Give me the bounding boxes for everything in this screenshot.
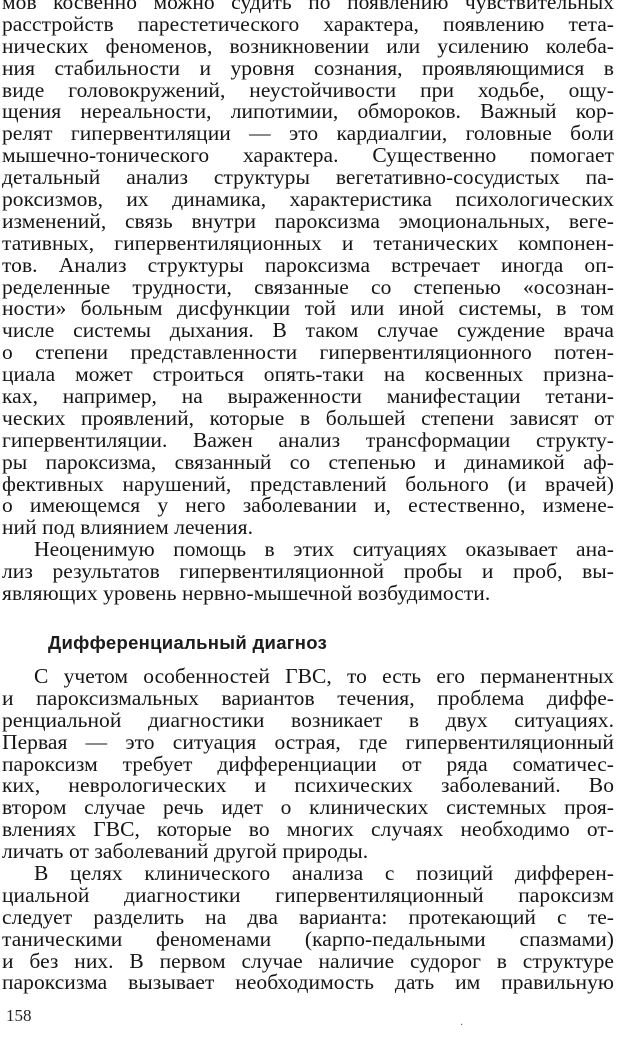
text-line: ния стабильности и уровня сознания, проявляющимися в <box>2 55 614 80</box>
text-line: влениях ГВС, которые во многих случаях необходимо от- <box>2 817 614 842</box>
text-line: ких, неврологических и психических заболеваний. Во <box>2 773 614 798</box>
text-line: пароксизм требует дифференциации от ряда соматичес- <box>2 751 614 776</box>
body-text-top <box>2 0 614 605</box>
text-line: циала может строиться опять-таки на косвенных призна- <box>2 362 614 387</box>
text-line: В целях клинического анализа с позиций дифферен- <box>34 861 614 886</box>
section-heading: Дифференциальный диагноз <box>48 632 328 653</box>
text-line: о имеющемся у него заболевании и, естественно, измене- <box>2 493 614 518</box>
text-line: лиз результатов гипервентиляционной пробы и проб, вы- <box>2 559 614 584</box>
text-line: ний под влиянием лечения. <box>2 515 253 540</box>
text-line: ности» больным дисфункции той или иной системы, в том <box>2 296 614 321</box>
text-line: являющих уровень нервно-мышечной возбудимости. <box>2 581 491 606</box>
text-line: мов косвенно можно судить по появлению чувствительных <box>2 0 614 14</box>
text-line: С учетом особенностей ГВС, то есть его перманентных <box>34 664 614 688</box>
text-line: следует разделить на два варианта: протекающий с те- <box>2 904 614 929</box>
text-line: о степени представленности гипервентиляционного потен- <box>2 340 614 365</box>
print-speck: · <box>460 1020 464 1031</box>
text-line: ренциальной диагностики возникает в двух ситуациях. <box>2 707 614 732</box>
text-line: мышечно-тонического характера. Существенно помогает <box>2 143 614 168</box>
text-line: ры пароксизма, связанный со степенью и динамикой аф- <box>2 449 614 474</box>
text-line: виде головокружений, неустойчивости при ходьбе, ощу- <box>2 77 614 102</box>
text-line: тативных, гипервентиляционных и тетанических компонен- <box>2 230 614 255</box>
text-line: изменений, связь внутри пароксизма эмоциональных, веге- <box>2 208 614 233</box>
text-line: личать от заболеваний другой природы. <box>2 839 369 864</box>
text-line: ческих проявлений, которые в большей степени зависят от <box>2 405 614 430</box>
text-line: роксизмов, их динамика, характеристика психологических <box>2 187 614 212</box>
text-line: расстройств парестетического характера, появлению тета- <box>2 11 614 36</box>
text-line: релят гипервентиляции — это кардиалгии, головные боли <box>2 121 614 146</box>
text-line: и без них. В первом случае наличие судорог в структуре <box>2 948 614 973</box>
text-line: втором случае речь идет о клинических системных проя- <box>2 795 614 820</box>
text-line: нических феноменов, возникновении или усилению колеба- <box>2 33 614 58</box>
text-line: фективных нарушений, представлений больного (и врачей) <box>2 471 614 496</box>
text-line: детальный анализ структуры вегетативно-сосудистых па- <box>2 165 614 190</box>
text-line: и пароксизмальных вариантов течения, проблема диффе- <box>2 685 614 710</box>
text-line: ках, например, на выраженности манифестации тетани- <box>2 384 614 409</box>
text-line: щения нереальности, липотимии, обмороков. Важный кор- <box>2 99 614 124</box>
body-text-bottom <box>2 666 614 994</box>
text-line: Первая — это ситуация острая, где гипервентиляционный <box>2 729 614 754</box>
text-line: циальной диагностики гипервентиляционный пароксизм <box>2 882 614 907</box>
text-line: Неоценимую помощь в этих ситуациях оказывает ана- <box>34 537 614 562</box>
text-line: таническими феноменами (карпо-педальными спазмами) <box>2 926 614 951</box>
text-line: гипервентиляции. Важен анализ трансформации структу- <box>2 427 614 452</box>
page-number: 158 <box>6 1006 32 1025</box>
text-line: тов. Анализ структуры пароксизма встречает иногда оп- <box>2 252 614 277</box>
text-line: числе системы дыхания. В таком случае суждение врача <box>2 318 614 343</box>
text-line: пароксизма вызывает необходимость дать им правильную <box>2 970 614 995</box>
text-line: ределенные трудности, связанные со степенью «осознан- <box>2 274 614 299</box>
